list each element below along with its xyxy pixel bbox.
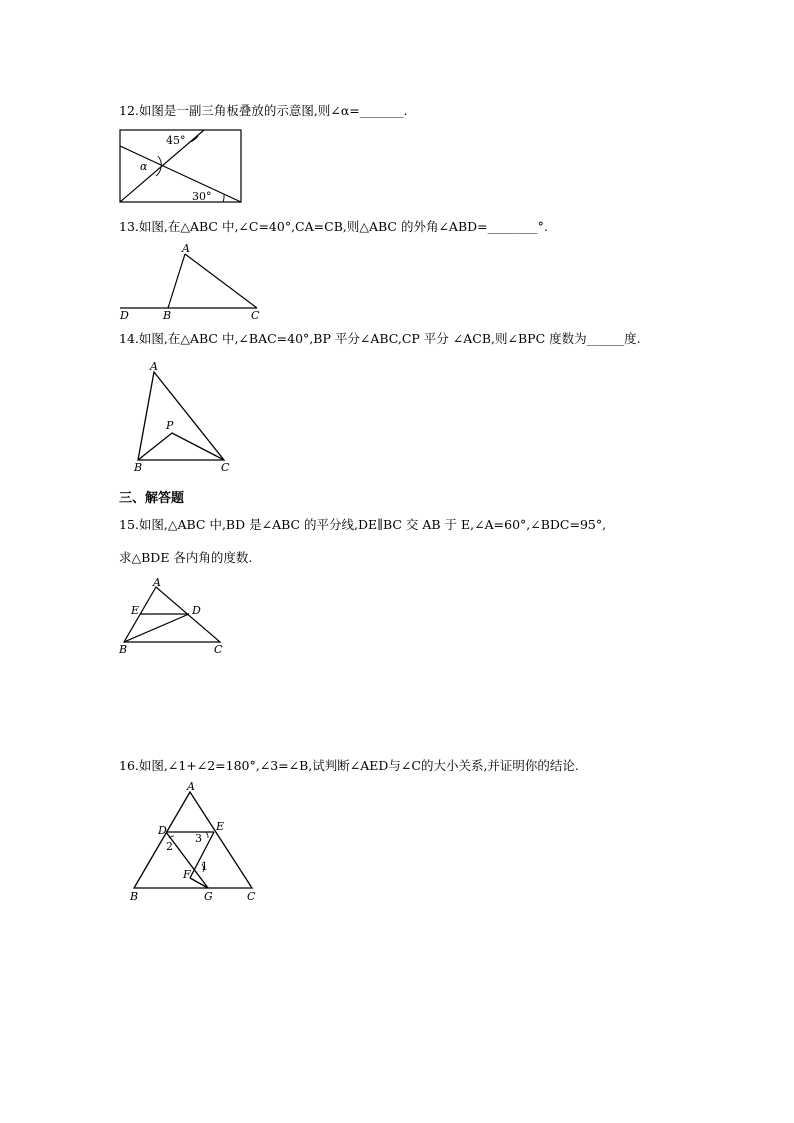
question-12-text: 12.如图是一副三角板叠放的示意图,则∠α=_______.: [119, 103, 408, 118]
vertex-A: A: [150, 360, 158, 373]
point-G: G: [204, 890, 213, 903]
point-D: D: [192, 604, 201, 617]
angle-3-label: 3: [195, 832, 202, 845]
point-F: F: [183, 868, 191, 881]
point-P: P: [166, 419, 174, 432]
vertex-B: B: [163, 309, 172, 322]
vertex-C: C: [214, 643, 223, 656]
point-E: E: [131, 604, 140, 617]
vertex-B: B: [119, 643, 128, 656]
question-13-figure: [118, 242, 263, 322]
question-14-text: 14.如图,在△ABC 中,∠BAC=40°,BP 平分∠ABC,CP 平分 ∠ACB,则∠BPC 度数为______度.: [119, 331, 641, 346]
vertex-D: D: [120, 309, 129, 322]
vertex-A: A: [182, 242, 190, 255]
question-12-figure: [118, 128, 244, 206]
point-E: E: [216, 820, 225, 833]
label-45-degree: 45°: [166, 134, 186, 147]
vertex-A: A: [153, 576, 161, 589]
vertex-C: C: [221, 461, 230, 474]
question-14-figure: [130, 358, 240, 476]
question-13-text: 13.如图,在△ABC 中,∠C=40°,CA=CB,则△ABC 的外角∠ABD=________°.: [119, 219, 548, 234]
point-D: D: [158, 824, 167, 837]
label-alpha: α: [140, 160, 148, 173]
vertex-A: A: [187, 780, 195, 793]
vertex-C: C: [251, 309, 260, 322]
question-16-text: 16.如图,∠1+∠2=180°,∠3=∠B,试判断∠AED与∠C的大小关系,并证明你的结论.: [119, 758, 579, 773]
question-15-figure: [118, 578, 228, 656]
vertex-C: C: [247, 890, 256, 903]
label-30-degree: 30°: [192, 190, 212, 203]
question-15-line-2: 求△BDE 各内角的度数.: [119, 550, 253, 565]
section-heading-solutions: 三、解答题: [119, 491, 185, 506]
vertex-B: B: [134, 461, 143, 474]
question-16-figure: [126, 780, 266, 906]
vertex-B: B: [130, 890, 139, 903]
question-15-line-1: 15.如图,△ABC 中,BD 是∠ABC 的平分线,DE∥BC 交 AB 于 E,∠A=60°,∠BDC=95°,: [119, 517, 607, 532]
angle-2-label: 2: [166, 840, 173, 853]
angle-1-label: 1: [201, 860, 208, 873]
